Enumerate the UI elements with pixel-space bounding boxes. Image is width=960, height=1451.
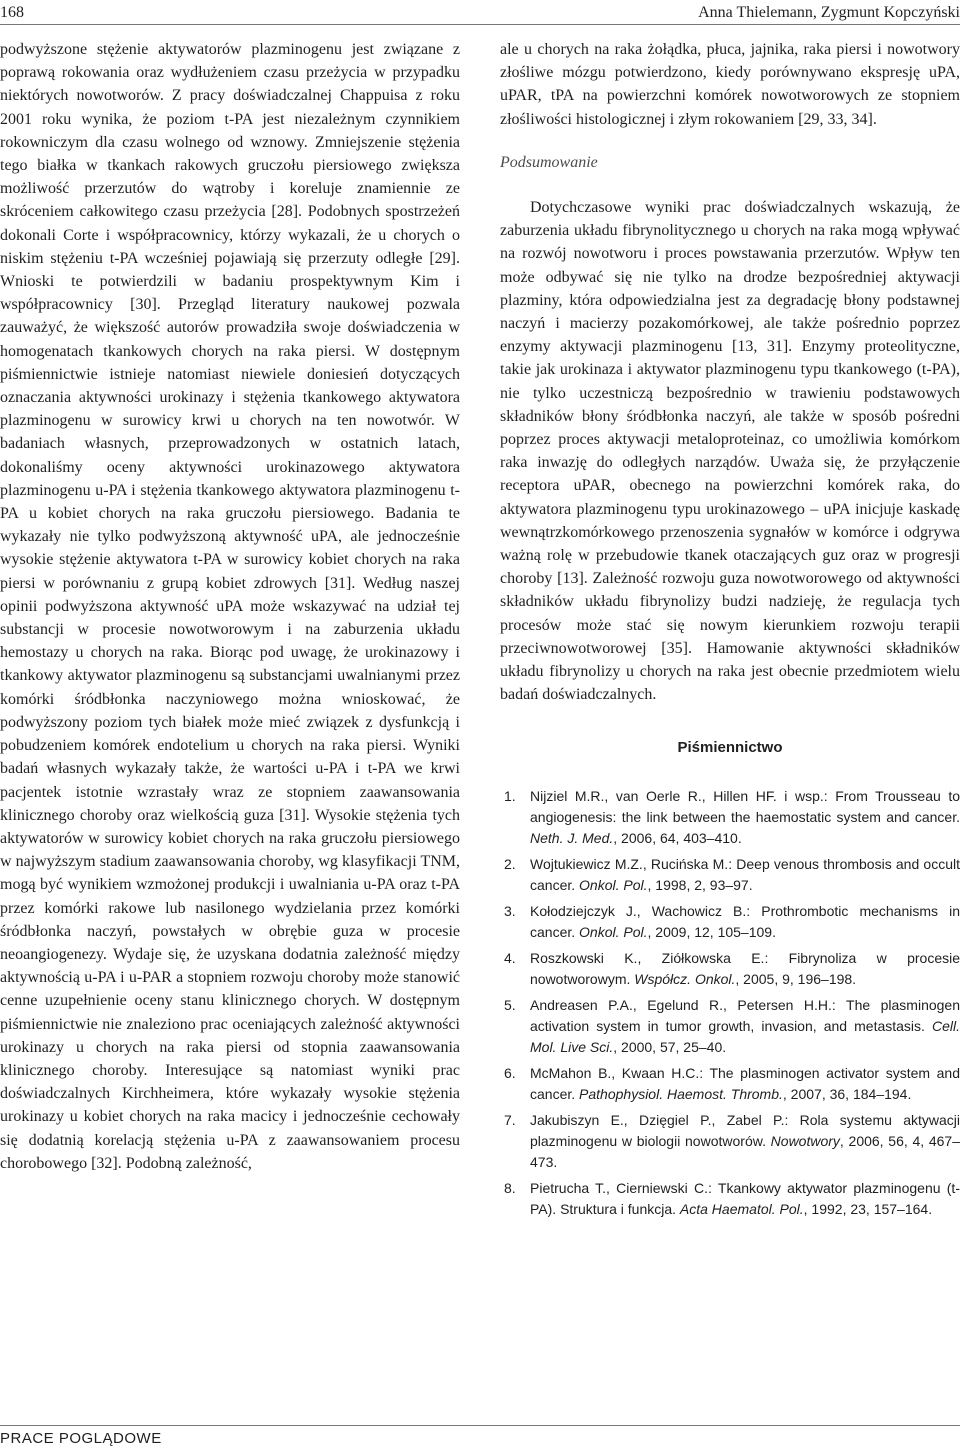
right-column: [500, 38, 960, 1225]
page-number: 168: [0, 4, 24, 21]
body-paragraph: podwyższone stężenie aktywatorów plazminogenu jest związane z poprawą rokowania oraz wydłużeniem czasu przeżycia w przypadku niektórych nowotworów. Z pracy doświadczalnej Chappuisa z roku 2001 roku wynika, że poziom t-PA jest niezależnym czynnikiem rokowniczym dla czasu wolnego od wznowy. Zmniejszenie stężenia tego białka w tkankach rakowych gruczołu piersiowego zwiększa możliwość przerzutów do wątroby i koreluje znamiennie ze skróceniem całkowitego czasu przeżycia [28]. Podobnych spostrzeżeń dokonali Corte i współpracownicy, którzy wykazali, że u chorych o niskim stężeniu t-PA wcześniej pojawiają się przerzuty odległe [29]. Wnioski te potwierdzili w badaniu prospektywnym Kim i współpracownicy [30]. Przegląd literatury naukowej pozwala zauważyć, że większość autorów prowadziła swoje doświadczenia w homogenatach tkankowych chorych na raka piersi. W dostępnym piśmiennictwie istnieje natomiast niewiele doniesień dotyczących oznaczania aktywności urokinazy i stężenia tkankowego aktywatora plazminogenu w surowicy krwi u chorych na ten nowotwór. W badaniach własnych, przeprowadzonych w ostatnich latach, dokonaliśmy oceny aktywności urokinazowego aktywatora plazminogenu u-PA i stężenia tkankowego aktywatora plazminogenu t-PA u kobiet chorych na raka gruczołu piersiowego. Badania te wykazały nie tylko podwyższoną aktywność uPA, ale jednocześnie wysokie stężenie aktywatora t-PA w surowicy kobiet chorych na raka piersi w porównaniu z grupą kobiet zdrowych [31]. Według naszej opinii podwyższona aktywność uPA może wskazywać na udział tej substancji w procesie nowotworowym i na zaburzenia układu hemostazy u chorych na raka. Biorąc pod uwagę, że urokinazowy i tkankowy aktywator plazminogenu są substancjami uwalnianymi przez komórki śródbłonka naczyniowego można wnioskować, że podwyższony poziom tych białek może mieć związek z dysfunkcją i pobudzeniem komórek endotelium u chorych na raka piersi. Wyniki badań własnych wykazały także, że wartości u-PA i t-PA we krwi pacjentek istotnie wzrastały wraz ze stopniem zaawansowania klinicznego choroby oraz wielkością guza [31]. Wysokie stężenia tych aktywatorów w surowicy kobiet chorych na raka gruczołu piersiowego w najwyższym stadium zaawansowania choroby, wg klasyfikacji TNM, mogą być wynikiem wzmożonej produkcji i uwalniania u-PA oraz t-PA przez komórki rakowe lub nasilonego wydzielania przez komórki śródbłonka naczyń, powstałych w obrębie guza w procesie neoangiogenezy. Wydaje się, że uzyskana dodatnia zależność między aktywnością u-PA i u-PAR a stopniem rozwoju choroby może stanowić cenne uzupełnienie oceny stanu klinicznego chorych. W dostępnym piśmiennictwie nie znaleziono prac oceniających zależność aktywności urokinazy u chorych na raka piersi od stopnia zaawansowania klinicznego choroby. Interesujące są natomiast wyniki prac doświadczalnych Kirchheimera, które wykazały wysokie stężenia urokinazy u kobiet chorych na raka macicy i jednocześnie cechowały się dodatnią korelacją stężenia u-PA z zaawansowaniem procesu chorobowego [32]. Podobną zależność,: [0, 41, 460, 1172]
footer-rule: [0, 1425, 960, 1426]
reference-item: 1. Nijziel M.R., van Oerle R., Hillen HF. i wsp.: From Trousseau to angiogenesis: the link between the haemostatic system and cancer. Neth. J. Med., 2006, 64, 403–410.: [504, 787, 960, 846]
reference-item: 2. Wojtukiewicz M.Z., Rucińska M.: Deep venous thrombosis and occult cancer. Onkol. Pol., 1998, 2, 93–97.: [504, 855, 960, 893]
running-header: [0, 0, 960, 26]
section-heading-summary: Podsumowanie: [500, 153, 598, 171]
section-footer: PRACE POGLĄDOWE: [0, 1430, 162, 1447]
reference-list: [500, 786, 960, 1220]
summary-paragraph: Dotychczasowe wyniki prac doświadczalnych wskazują, że zaburzenia układu fibrynolitycznego u chorych na raka mogą wpływać na rozwój nowotworu i proces powstawania przerzutów. Wpływ ten może odbywać się nie tylko na drodze bezpośredniej aktywacji plazminy, która odpowiedzialna jest za degradację błony podstawnej naczyń i macierzy pozakomórkowej, ale także pośrednio poprzez enzymy aktywacji plazminogenu [13, 31]. Enzymy proteolityczne, takie jak urokinaza i aktywator plazminogenu typu tkankowego (t-PA), nie tylko uczestniczą bezpośrednio w trawieniu podstawowych składników błony śródbłonka naczyń, ale także w sposób pośredni poprzez proces aktywacji metaloproteinaz, co umożliwia komórkom raka inwazję do odległych narządów. Uważa się, że przyłączenie receptora uPAR, obecnego na powierzchni komórek raka, do aktywatora plazminogenu typu urokinazowego – uPA inicjuje kaskadę wewnątrzkomórkowego przenoszenia sygnałów w komórce i odgrywa ważną rolę w przebudowie tkanek otaczających guz oraz w progresji choroby [13]. Zależność rozwoju guza nowotworowego od aktywności składników układu fibrynolizy budzi nadzieję, że regulacja tych procesów może stać się nowym kierunkiem rozwoju terapii przeciwnowotworowej [35]. Hamowanie aktywności składników układu fibrynolizy u chorych na raka jest obecnie przedmiotem wielu badań doświadczalnych.: [500, 199, 960, 704]
body-paragraph-continued: ale u chorych na raka żołądka, płuca, jajnika, raka piersi i nowotwory złośliwe mózgu potwierdzono, kiedy porównywano ekspresję uPA, uPAR, tPA na powierzchni komórek nowotworowych ze stopniem złośliwości histologicznej i złym rokowaniem [29, 33, 34].: [500, 41, 960, 128]
header-rule: [0, 24, 960, 25]
reference-item: 7. Jakubiszyn E., Dzięgiel P., Zabel P.: Rola systemu aktywacji plazminogenu w biologii nowotworów. Nowotwory, 2006, 56, 4, 467–473.: [504, 1111, 960, 1170]
left-column: [0, 38, 460, 1175]
reference-item: 5. Andreasen P.A., Egelund R., Petersen H.H.: The plasminogen activation system in tumor growth, invasion, and metastasis. Cell. Mol. Live Sci., 2000, 57, 25–40.: [504, 996, 960, 1055]
reference-item: 3. Kołodziejczyk J., Wachowicz B.: Prothrombotic mechanisms in cancer. Onkol. Pol., 2009, 12, 105–109.: [504, 902, 960, 940]
references-heading: Piśmiennictwo: [677, 739, 783, 757]
reference-item: 4. Roszkowski K., Ziółkowska E.: Fibrynoliza w procesie nowotworowym. Współcz. Onkol., 2005, 9, 196–198.: [504, 949, 960, 987]
running-authors: Anna Thielemann, Zygmunt Kopczyński: [698, 4, 960, 21]
reference-item: 8. Pietrucha T., Cierniewski C.: Tkankowy aktywator plazminogenu (t-PA). Struktura i funkcja. Acta Haematol. Pol., 1992, 23, 157–164.: [504, 1179, 960, 1217]
reference-item: 6. McMahon B., Kwaan H.C.: The plasminogen activator system and cancer. Pathophysiol. Haemost. Thromb., 2007, 36, 184–194.: [504, 1064, 960, 1102]
